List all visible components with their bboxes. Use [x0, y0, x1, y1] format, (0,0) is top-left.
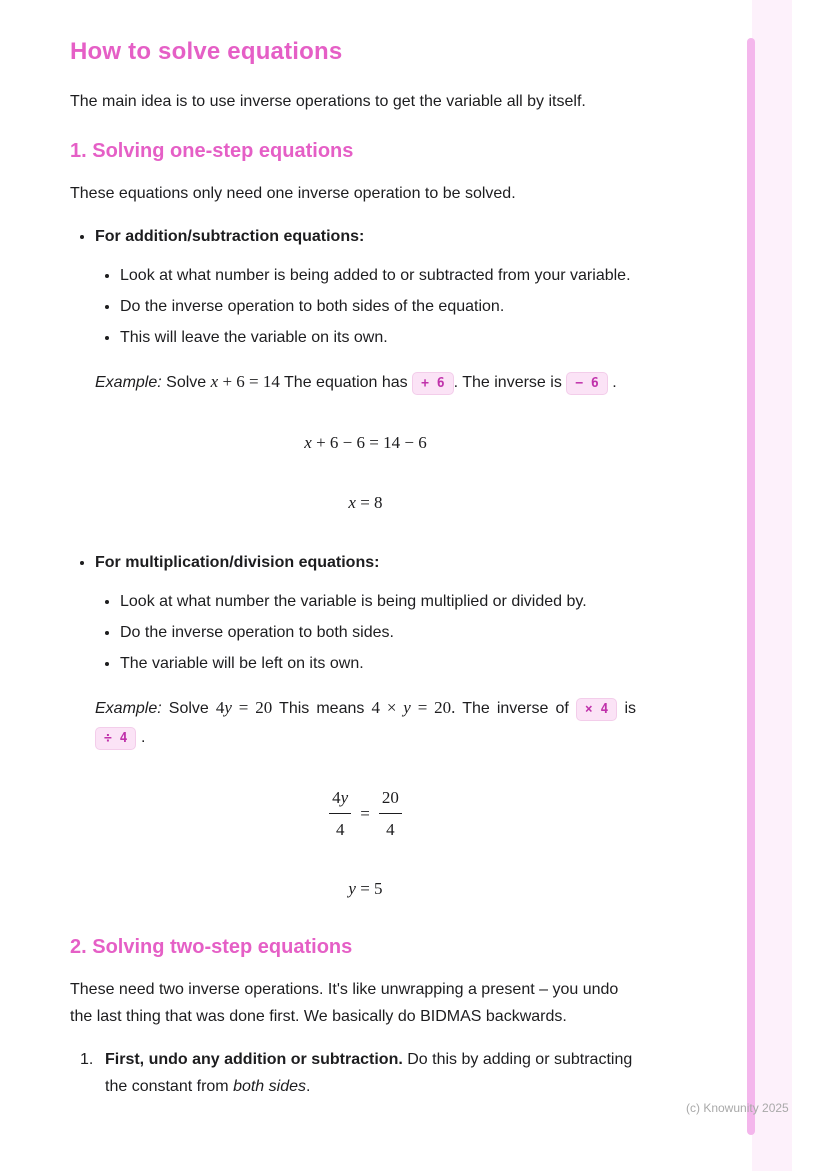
math-step-block [95, 429, 636, 457]
math-expression: x + 6 − 6 = 14 − 6 [304, 433, 427, 452]
fraction-left [329, 784, 351, 843]
scrollbar-thumb[interactable] [747, 38, 755, 1135]
list-item: • Look at what number the variable is being multiplied or divided by. [120, 588, 636, 615]
step-end: . [306, 1078, 311, 1095]
fraction-right [379, 784, 402, 843]
multiplication-division-item [95, 549, 636, 903]
example-text: is [624, 700, 637, 717]
example-text: Solve [168, 700, 209, 717]
section-2-intro: These need two inverse operations. It's like unwrapping a present – you undo the last thing that was done first. We basically do BIDMAS backwards. [70, 981, 619, 1025]
step-item [80, 1046, 636, 1100]
example-text: Solve [166, 374, 207, 391]
addition-subtraction-label: For addition/subtraction equations: [95, 228, 365, 245]
list-item: • Do the inverse operation to both sides. [120, 619, 636, 646]
denominator: 4 [386, 820, 395, 839]
numerator: 4y [329, 784, 351, 814]
times-four-badge: × 4 [576, 698, 617, 721]
equals-sign: = [360, 804, 370, 823]
math-result-block [95, 875, 636, 903]
inline-math: 4 × y = 20. [371, 698, 456, 717]
section-2-heading: 2. Solving two-step equations [70, 936, 353, 958]
intro-paragraph: The main idea is to use inverse operations to get the variable all by itself. [70, 93, 586, 110]
divide-four-badge: ÷ 4 [95, 727, 136, 750]
two-step-list [80, 1046, 636, 1100]
section-1-heading: 1. Solving one-step equations [70, 140, 354, 162]
example-label: Example: [95, 374, 162, 391]
fraction-equation [329, 784, 402, 843]
example-text: The inverse of [462, 700, 569, 717]
list-item: • This will leave the variable on its own. [120, 324, 636, 351]
one-step-list [95, 223, 636, 903]
plus-six-badge: + 6 [412, 372, 453, 395]
denominator: 4 [335, 820, 345, 839]
math-result-block [95, 489, 636, 517]
example-text: The equation has [284, 374, 408, 391]
addition-example [95, 367, 636, 397]
list-item: • Look at what number is being added to or subtracted from your variable. [120, 262, 636, 289]
example-text: . The inverse is [453, 374, 562, 391]
page-title: How to solve equations [70, 38, 343, 65]
fraction-block [95, 784, 636, 843]
example-text: . [140, 729, 146, 746]
step-number: 1. [80, 1051, 94, 1068]
scrollbar-track[interactable] [752, 0, 792, 1171]
example-text: . [612, 374, 617, 391]
copyright-watermark: (c) Knowunity 2025 [686, 1101, 789, 1115]
inline-math: 4y = 20 [215, 698, 273, 717]
numerator: 20 [379, 784, 402, 814]
example-label: Example: [95, 700, 162, 717]
list-item: • The variable will be left on its own. [120, 650, 636, 677]
minus-six-badge: − 6 [566, 372, 607, 395]
step-text: Do this by adding or subtracting the constant from [105, 1051, 633, 1095]
multiplication-example [95, 693, 636, 752]
document-content [70, 38, 636, 1100]
math-expression: x = 8 [348, 493, 383, 512]
multiplication-steps-list [120, 588, 636, 677]
list-item: • Do the inverse operation to both sides of the equation. [120, 293, 636, 320]
step-italic-text: both sides [233, 1078, 306, 1095]
addition-subtraction-item [95, 223, 636, 517]
example-text: This means [279, 700, 365, 717]
math-expression: y = 5 [348, 879, 383, 898]
multiplication-division-label: For multiplication/division equations: [95, 554, 380, 571]
inline-math: x + 6 = 14 [210, 372, 280, 391]
addition-steps-list [120, 262, 636, 351]
section-1-intro: These equations only need one inverse operation to be solved. [70, 185, 516, 202]
step-bold-text: First, undo any addition or subtraction. [105, 1051, 403, 1068]
